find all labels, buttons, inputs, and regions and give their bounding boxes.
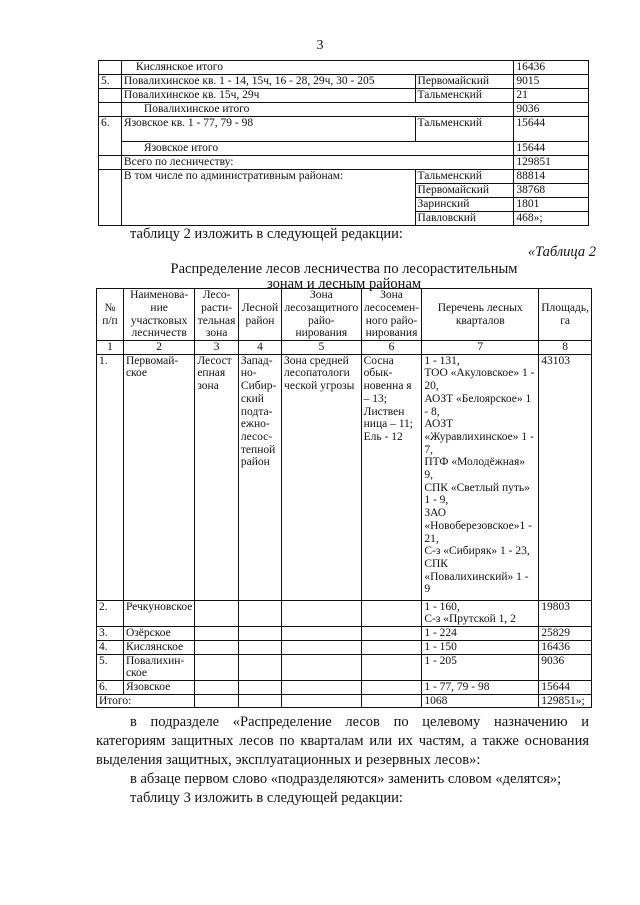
total-row — [97, 694, 592, 708]
table-row — [99, 75, 589, 89]
table-row — [99, 103, 589, 117]
forestry-name: Кислянское — [123, 640, 194, 654]
area-value: 9015 — [514, 75, 589, 89]
column-number: 8 — [539, 341, 592, 355]
header-protection-zone: Зона лесозащитного райо-нирования — [282, 289, 362, 341]
paragraph-line: таблицу 3 изложить в следующей редакции: — [130, 790, 403, 806]
table-row — [97, 640, 592, 654]
forestry-name: Озёрское — [123, 627, 194, 641]
header-area: Площадь, га — [539, 289, 592, 341]
empty-cell — [282, 694, 362, 708]
table-row — [99, 117, 589, 142]
forest-zone: Лесост епная зона — [195, 354, 239, 600]
forestry-name: В том числе по административным районам: — [121, 170, 415, 226]
forestry-name: Всего по лесничеству: — [121, 156, 415, 170]
header-forest-region: Лесной район — [238, 289, 281, 341]
forest-region — [238, 600, 281, 626]
empty-cell — [238, 694, 281, 708]
row-number: 4. — [97, 640, 124, 654]
empty-cell — [361, 694, 422, 708]
protection-zone — [282, 600, 362, 626]
header-seed-zone: Зона лесосемен-ного райо-нирования — [361, 289, 422, 341]
table-row — [97, 680, 592, 694]
protection-zone: Зона средней лесопатологи ческой угрозы — [282, 354, 362, 600]
district-name: Павловский — [415, 212, 514, 226]
seed-zone — [361, 640, 422, 654]
district-name — [415, 103, 514, 117]
forestry-name: Повалихинское итого — [121, 103, 415, 117]
page-number: 3 — [316, 38, 324, 53]
forest-zone — [195, 600, 239, 626]
table-row — [99, 61, 589, 75]
forestry-name: Язовское — [123, 680, 194, 694]
row-number: 2. — [97, 600, 124, 626]
area-value: 21 — [514, 89, 589, 103]
forestry-name: Язовское итого — [121, 142, 415, 156]
table2-title-line1: Распределение лесов лесничества по лесорастительным — [170, 261, 518, 277]
forest-zone — [195, 640, 239, 654]
forest-region — [238, 627, 281, 641]
protection-zone — [282, 640, 362, 654]
area-value: 19803 — [539, 600, 592, 626]
quarters-list: 1 - 150 — [422, 640, 539, 654]
row-number — [99, 170, 122, 226]
forestry-name: Речкуновское — [123, 600, 194, 626]
table-row — [99, 156, 589, 170]
district-name: Тальменский — [415, 117, 514, 142]
area-value: 9036 — [514, 103, 589, 117]
forest-zone — [195, 680, 239, 694]
area-value: 15644 — [514, 117, 589, 142]
column-number: 7 — [422, 341, 539, 355]
row-number: 6. — [99, 117, 122, 156]
forest-region — [238, 640, 281, 654]
seed-zone — [361, 627, 422, 641]
row-number: 1. — [97, 354, 124, 600]
protection-zone — [282, 680, 362, 694]
column-number-row — [97, 341, 592, 355]
column-number: 2 — [123, 341, 194, 355]
forest-region — [238, 680, 281, 694]
header-forest-zone: Лесо-расти-тельная зона — [195, 289, 239, 341]
table-row — [99, 89, 589, 103]
forest-region — [238, 654, 281, 680]
table-row — [97, 627, 592, 641]
seed-zone — [361, 600, 422, 626]
continuation-table — [98, 60, 589, 226]
forestry-name: Повалихинское кв. 15ч, 29ч — [121, 89, 415, 103]
seed-zone — [361, 680, 422, 694]
row-number — [99, 89, 122, 103]
row-number — [99, 61, 122, 75]
area-value: 25829 — [539, 627, 592, 641]
column-number: 6 — [361, 341, 422, 355]
header-forestry: Наименова-ние участковых лесничеств — [123, 289, 194, 341]
district-name: Первомайский — [415, 75, 514, 89]
quarters-list: 1 - 205 — [422, 654, 539, 680]
quarters-list: 1 - 224 — [422, 627, 539, 641]
forest-zone — [195, 654, 239, 680]
row-number — [99, 103, 122, 117]
table2-title-line2: зонам и лесным районам — [266, 276, 422, 292]
empty-cell — [195, 694, 239, 708]
area-value: 15644 — [514, 142, 589, 156]
protection-zone — [282, 627, 362, 641]
forestry-name: Кислянское итого — [121, 61, 415, 75]
area-value: 38768 — [514, 184, 589, 198]
table-row — [97, 654, 592, 680]
paragraph-line: в абзаце первом слово «подразделяются» заменить словом «делятся»; — [130, 771, 562, 787]
district-name: Первомайский — [415, 184, 514, 198]
row-number — [99, 156, 122, 170]
table-row — [97, 600, 592, 626]
district-name: Тальменский — [415, 89, 514, 103]
district-name — [415, 142, 514, 156]
quarters-list: 1 - 131, ТОО «Акуловское» 1 - 20, АОЗТ «Белоярское» 1 - 8, АОЗТ «Журавлихинское» 1 - 7, ПТФ «Молодёжная» 9, СПК «Светлый путь» 1 - 9, ЗАО «Новоберезовское»1 - 21, С-з «Сибиряк» 1 - 23, СПК «Повалихинский» 1 - 9 — [422, 354, 539, 600]
header-quarters: Перечень лесных кварталов — [422, 289, 539, 341]
row-number: 3. — [97, 627, 124, 641]
area-value: 1801 — [514, 198, 589, 212]
forest-region: Запад-но-Сибир-ский подта-ежно-лесос-тепной район — [238, 354, 281, 600]
column-number: 5 — [282, 341, 362, 355]
total-quarters: 1068 — [422, 694, 539, 708]
protection-zone — [282, 654, 362, 680]
district-name — [415, 61, 514, 75]
area-value: 43103 — [539, 354, 592, 600]
area-value: 468»; — [514, 212, 589, 226]
column-number: 4 — [238, 341, 281, 355]
forest-distribution-table — [96, 288, 592, 708]
row-number: 5. — [97, 654, 124, 680]
column-number: 3 — [195, 341, 239, 355]
district-name: Тальменский — [415, 170, 514, 184]
column-number: 1 — [97, 341, 124, 355]
area-value: 16436 — [514, 61, 589, 75]
seed-zone — [361, 654, 422, 680]
area-value: 16436 — [539, 640, 592, 654]
paragraph-line: категориям защитных лесов по кварталам или их частям, а также основания — [96, 733, 589, 749]
quarters-list: 1 - 77, 79 - 98 — [422, 680, 539, 694]
table-row — [99, 170, 589, 184]
quarters-list: 1 - 160, С-з «Прутской 1, 2 — [422, 600, 539, 626]
table2-intro-text: таблицу 2 изложить в следующей редакции: — [130, 226, 403, 242]
forestry-name: Повалихинское кв. 1 - 14, 15ч, 16 - 28, 29ч, 30 - 205 — [121, 75, 415, 89]
area-value: 129851 — [514, 156, 589, 170]
area-value: 9036 — [539, 654, 592, 680]
forestry-name: Первомай-ское — [123, 354, 194, 600]
forestry-name: Повалихин-ское — [123, 654, 194, 680]
table-row — [99, 142, 589, 156]
seed-zone: Сосна обык-новенна я – 13; Листвен ница – 11; Ель - 12 — [361, 354, 422, 600]
district-name — [415, 156, 514, 170]
area-value: 88814 — [514, 170, 589, 184]
forest-zone — [195, 627, 239, 641]
table2-label: «Таблица 2 — [527, 244, 596, 260]
row-number: 5. — [99, 75, 122, 89]
row-number: 6. — [97, 680, 124, 694]
table-row — [97, 354, 592, 600]
total-label: Итого: — [97, 694, 195, 708]
paragraph-line: в подразделе «Распределение лесов по целевому назначению и — [130, 714, 589, 730]
area-value: 15644 — [539, 680, 592, 694]
district-name: Заринский — [415, 198, 514, 212]
header-number: № п/п — [97, 289, 124, 341]
forestry-name: Язовское кв. 1 - 77, 79 - 98 — [121, 117, 415, 142]
paragraph-line: выделения защитных, эксплуатационных и резервных лесов»: — [96, 752, 481, 768]
total-area: 129851»; — [539, 694, 592, 708]
table-header-row — [97, 289, 592, 341]
